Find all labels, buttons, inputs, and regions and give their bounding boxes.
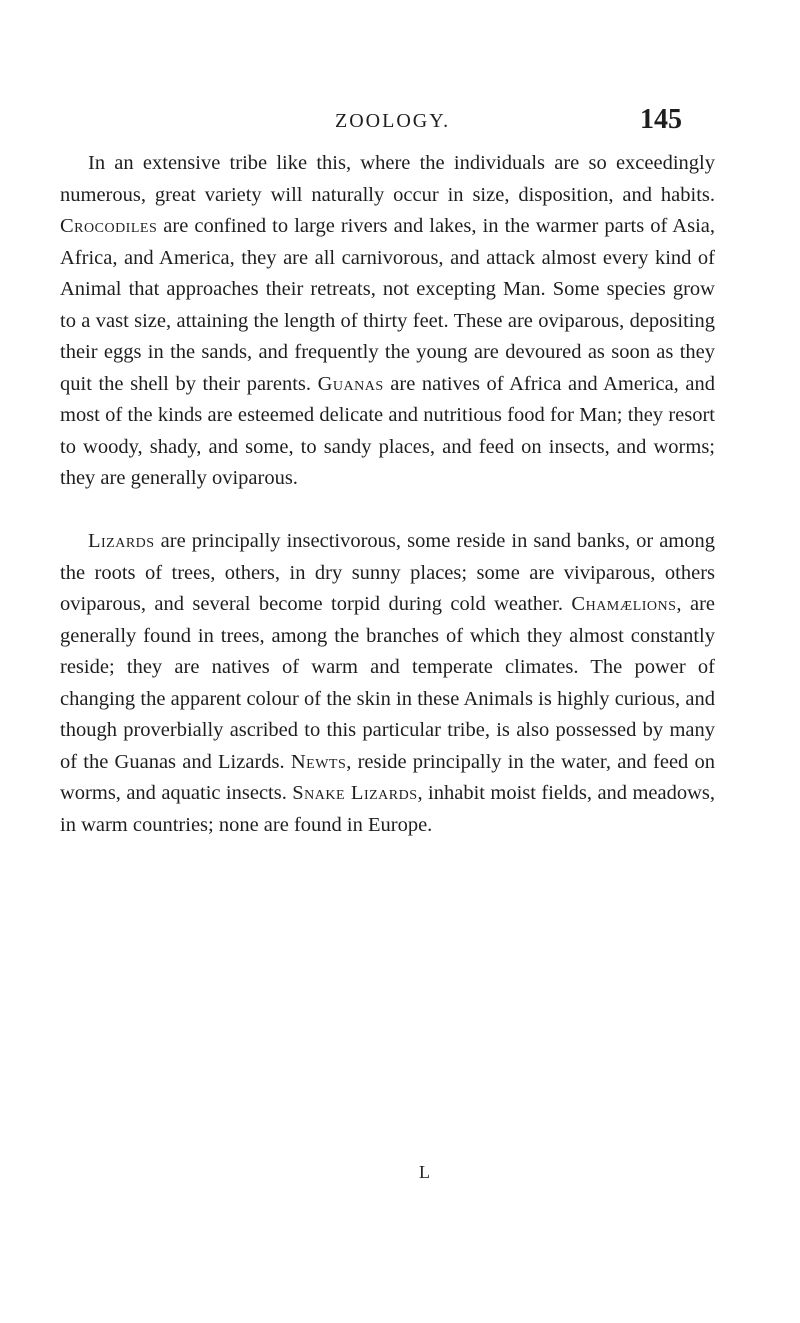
- paragraph-text: , are generally found in trees, among the branches of which they almost constantly reside; they are natives of warm and temperate climates. The power of changing the apparent colour of the skin in these Animals is highly curious, and though proverbially ascribed to this particular tribe, is also possessed by many of the Guanas and Lizards.: [60, 593, 715, 773]
- term-lizards: Lizards: [88, 530, 155, 552]
- term-crocodiles: Crocodiles: [60, 215, 158, 237]
- paragraph-text: are confined to large rivers and lakes, in the warmer parts of Asia, Africa, and America, they are all carnivorous, and attack almost every kind of Animal that approaches their retreats, not excepting Man. Some species grow to a vast size, attaining the length of thirty feet. These are oviparous, depositing their eggs in the sands, and frequently the young are devoured as soon as they quit the shell by their parents.: [60, 215, 715, 395]
- running-title: ZOOLOGY.: [335, 110, 451, 132]
- term-snake-lizards: Snake Lizards: [292, 782, 418, 804]
- body-text: [60, 148, 715, 841]
- term-guanas: Guanas: [317, 372, 384, 395]
- term-newts: Newts: [290, 750, 347, 773]
- paragraph-text: are principally insectivorous, some reside in sand banks, or among the roots of trees, others, in dry sunny places; some are viviparous, others oviparous, and several become torpid during cold weather.: [60, 530, 715, 615]
- paragraph-text: , reside principally in the water, and feed on worms, and aquatic insects.: [60, 750, 716, 804]
- paragraph-text: are natives of Africa and America, and most of the kinds are esteemed delicate and nutritious food for Man; they resort to woody, shady, and some, to sandy places, and feed on insects, and worms; they are generally oviparous.: [60, 372, 715, 489]
- paragraph-text: In an extensive tribe like this, where the individuals are so exceedingly numerous, great variety will naturally occur in size, disposition, and habits.: [60, 152, 715, 206]
- term-chamaelions: Chamælions: [571, 593, 677, 615]
- page-number: 145: [640, 104, 682, 135]
- paragraph-text: , inhabit moist fields, and meadows, in warm countries; none are found in Europe.: [60, 782, 715, 836]
- paragraph-lizards: [60, 526, 715, 841]
- paragraph-crocodiles-guanas: [60, 148, 715, 495]
- signature-mark: L: [419, 1162, 430, 1182]
